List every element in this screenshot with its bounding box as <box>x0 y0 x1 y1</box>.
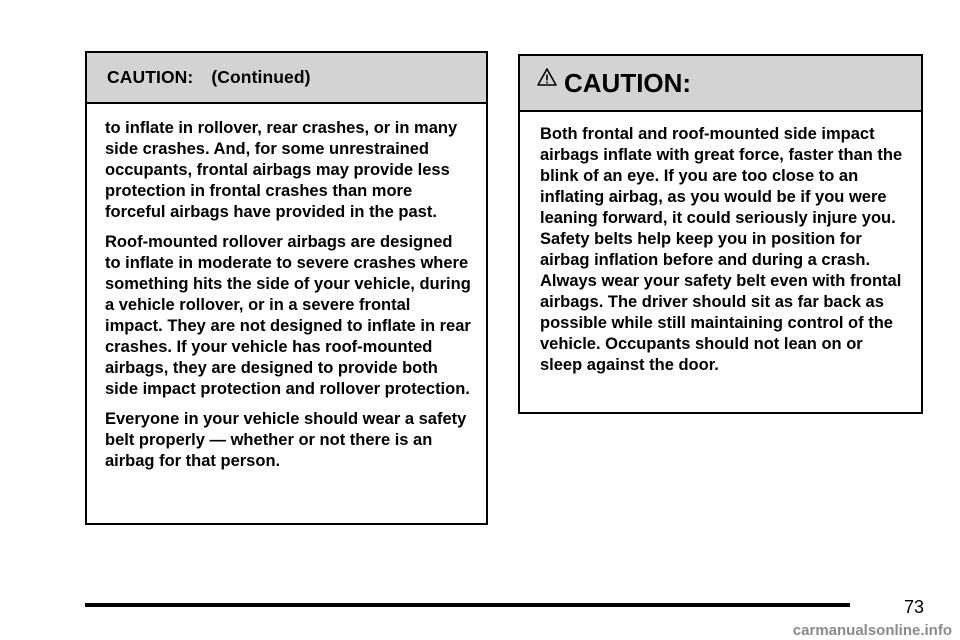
caution-paragraph: to inflate in rollover, rear crashes, or in many side crashes. And, for some unrestrained occupants, frontal airbags may provide less protection in frontal crashes than more forceful airbags have provided in the past. <box>105 119 458 221</box>
caution-header <box>87 53 486 104</box>
watermark: carmanualsonline.info <box>792 622 952 639</box>
page-number: 73 <box>903 597 924 617</box>
caution-paragraph: Both frontal and roof-mounted side impact airbags inflate with great force, faster than the blink of an eye. If you are too close to an inflating airbag, as you would be if you were leaning forward, it could seriously injure you. Safety belts help keep you in position for airbag inflation before and during a crash. Always wear your safety belt even with frontal airbags. The driver should sit as far back as possible while still maintaining control of the vehicle. Occupants should not lean on or sleep against the door. <box>540 125 903 374</box>
caution-title: CAUTION: <box>107 67 194 87</box>
caution-body <box>520 112 921 376</box>
footer-rule <box>85 603 850 607</box>
caution-box-continued <box>85 51 488 525</box>
caution-paragraph: Everyone in your vehicle should wear a safety belt properly — whether or not there is an airbag for that person. <box>105 410 467 470</box>
caution-title: CAUTION: <box>564 67 692 98</box>
caution-continued-label: (Continued) <box>211 67 311 87</box>
caution-paragraph: Roof-mounted rollover airbags are designed to inflate in moderate to severe crashes where something hits the side of your vehicle, during a vehicle rollover, or in a severe frontal impact. They are not designed to inflate in rear crashes. If your vehicle has roof-mounted airbags, they are designed to provide both side impact protection and rollover protection. <box>105 233 471 398</box>
caution-body <box>87 104 486 472</box>
caution-box-airbag-force <box>518 54 923 414</box>
caution-icon <box>536 67 558 89</box>
caution-header <box>520 56 921 112</box>
